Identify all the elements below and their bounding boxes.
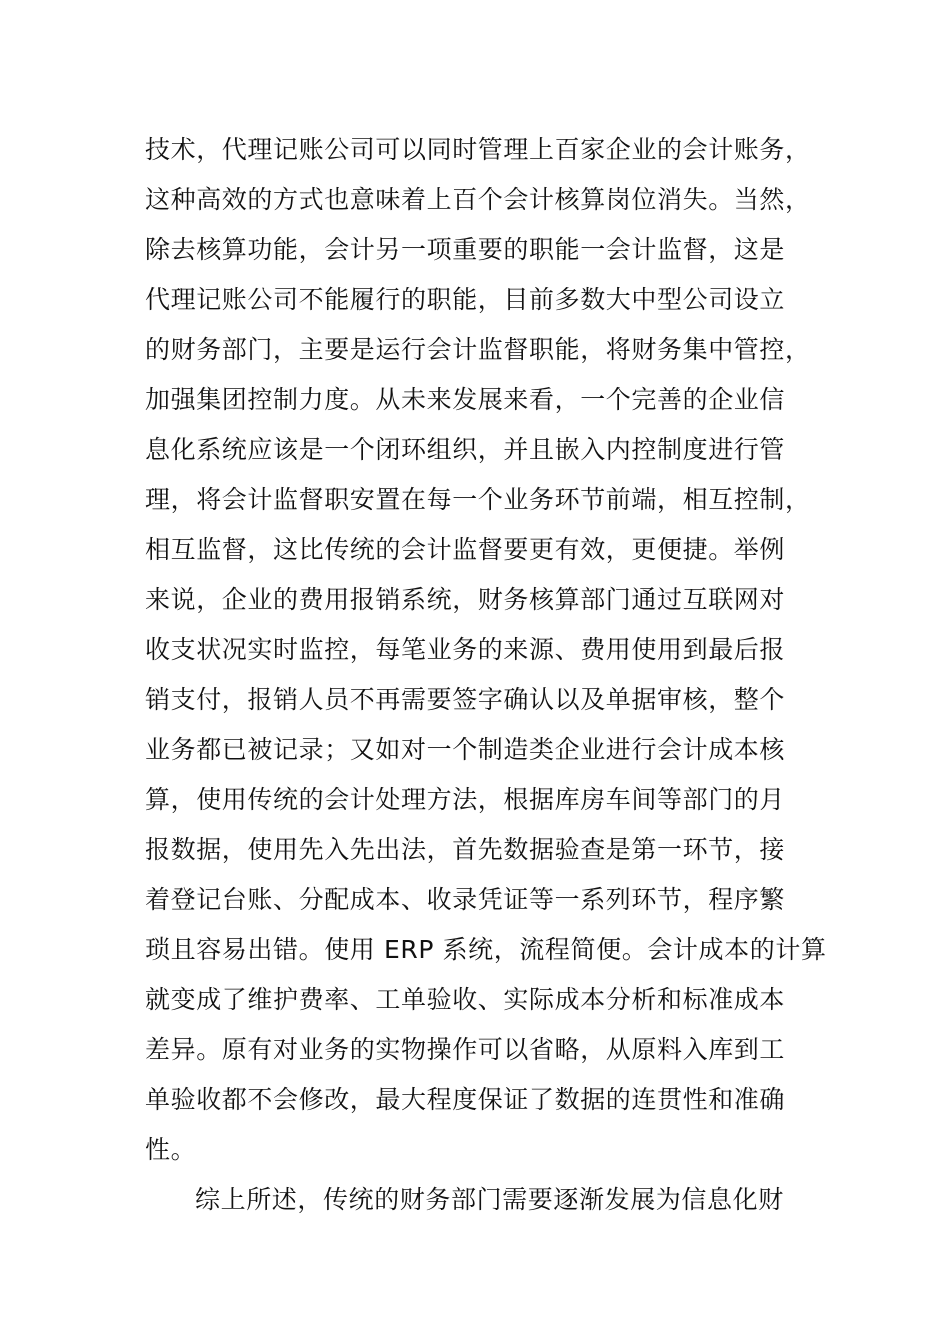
paragraph-start-line: 综上所述，传统的财务部门需要逐渐发展为信息化财 (195, 1185, 784, 1214)
text-line: 这种高效的方式也意味着上百个会计核算岗位消失。当然， (145, 185, 811, 214)
text-line: 技术，代理记账公司可以同时管理上百家企业的会计账务， (145, 135, 811, 164)
text-line: 来说，企业的费用报销系统，财务核算部门通过互联网对 (145, 585, 786, 614)
text-line: 的财务部门，主要是运行会计监督职能，将财务集中管控， (145, 335, 811, 364)
text-line: 相互监督，这比传统的会计监督要更有效，更便捷。举例 (145, 535, 786, 564)
text-line: 除去核算功能，会计另一项重要的职能一会计监督，这是 (145, 235, 786, 264)
text-line: 业务都已被记录；又如对一个制造类企业进行会计成本核 (145, 735, 786, 764)
text-line: 息化系统应该是一个闭环组织，并且嵌入内控制度进行管 (145, 435, 786, 464)
text-line: 算，使用传统的会计处理方法，根据库房车间等部门的月 (145, 785, 786, 814)
text-line: 收支状况实时监控，每笔业务的来源、费用使用到最后报 (145, 635, 786, 664)
text-line: 报数据，使用先入先出法，首先数据验查是第一环节，接 (145, 835, 786, 864)
text-line: 单验收都不会修改，最大程度保证了数据的连贯性和准确 (145, 1085, 786, 1114)
body-text (145, 125, 827, 1225)
text-line: 性。 (145, 1135, 197, 1164)
text-line: 差异。原有对业务的实物操作可以省略，从原料入库到工 (145, 1035, 786, 1064)
text-line: 理，将会计监督职安置在每一个业务环节前端，相互控制， (145, 485, 811, 514)
text-line: 代理记账公司不能履行的职能，目前多数大中型公司设立 (145, 285, 786, 314)
text-line: 琐且容易出错。使用 ERP 系统，流程简便。会计成本的计算 (145, 935, 827, 964)
text-line: 就变成了维护费率、工单验收、实际成本分析和标准成本 (145, 985, 786, 1014)
text-line: 加强集团控制力度。从未来发展来看，一个完善的企业信 (145, 385, 786, 414)
text-line: 着登记台账、分配成本、收录凭证等一系列环节，程序繁 (145, 885, 786, 914)
text-line: 销支付，报销人员不再需要签字确认以及单据审核，整个 (145, 685, 786, 714)
